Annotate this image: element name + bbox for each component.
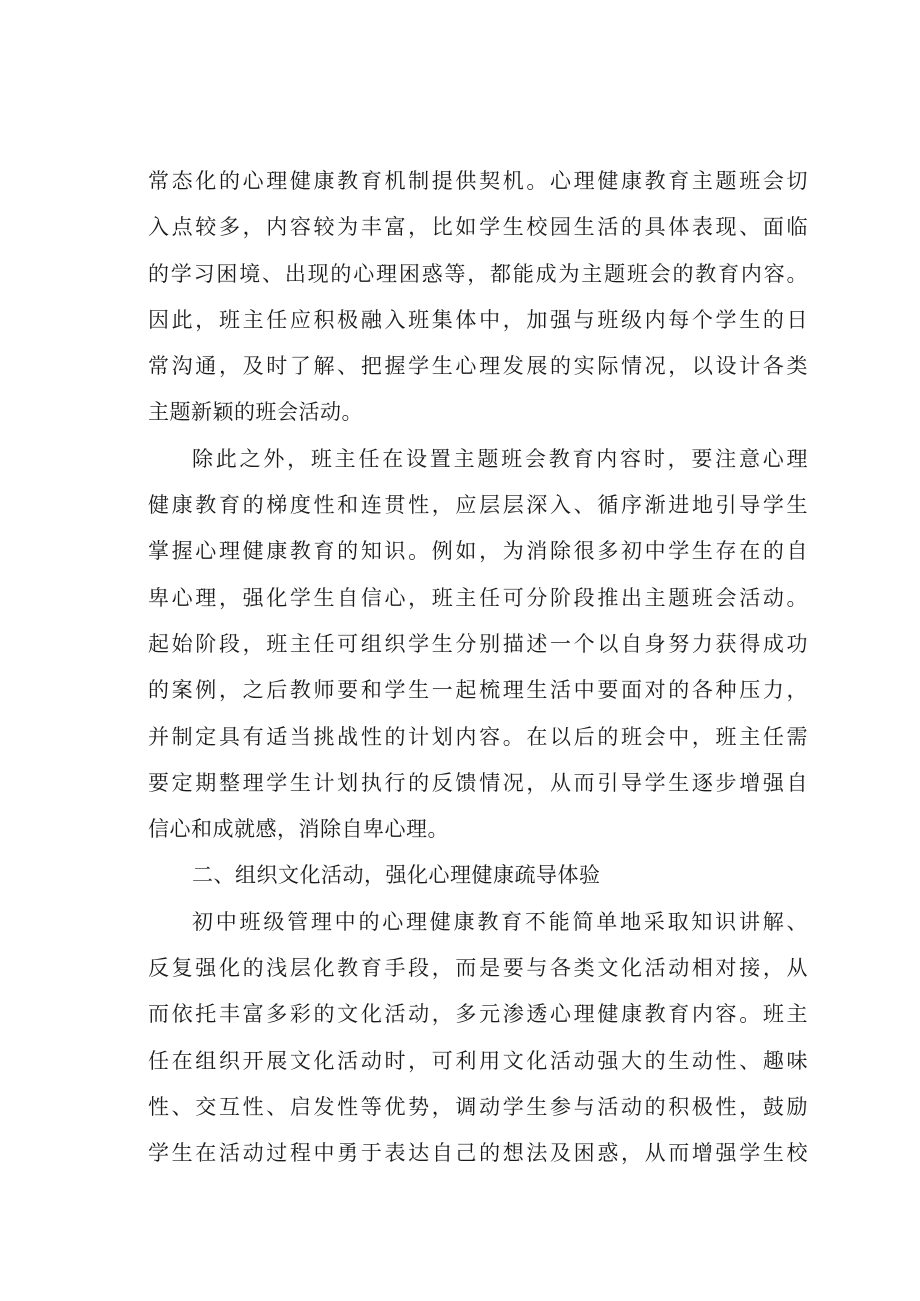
paragraph-2-line-6: 的案例，之后教师要和学生一起梳理生活中要面对的各种压力， bbox=[148, 678, 808, 703]
paragraph-1-line-3: 的学习困境、出现的心理困惑等，都能成为主题班会的教育内容。 bbox=[148, 261, 808, 286]
section-heading: 二、组织文化活动，强化心理健康疏导体验 bbox=[192, 863, 601, 888]
paragraph-2-line-4: 卑心理，强化学生自信心，班主任可分阶段推出主题班会活动。 bbox=[148, 585, 808, 610]
paragraph-2-line-7: 并制定具有适当挑战性的计划内容。在以后的班会中，班主任需 bbox=[148, 724, 808, 749]
paragraph-3-line-1: 初中班级管理中的心理健康教育不能简单地采取知识讲解、 bbox=[192, 909, 808, 934]
paragraph-3-line-3: 而依托丰富多彩的文化活动，多元渗透心理健康教育内容。班主 bbox=[148, 1002, 808, 1027]
paragraph-3-line-4: 任在组织开展文化活动时，可利用文化活动强大的生动性、趣味 bbox=[148, 1048, 808, 1073]
paragraph-1-line-5: 常沟通，及时了解、把握学生心理发展的实际情况，以设计各类 bbox=[148, 354, 808, 379]
paragraph-3-line-6: 学生在活动过程中勇于表达自己的想法及困惑，从而增强学生校 bbox=[148, 1141, 808, 1166]
paragraph-2-line-1: 除此之外，班主任在设置主题班会教育内容时，要注意心理 bbox=[192, 446, 808, 471]
paragraph-1-line-2: 入点较多，内容较为丰富，比如学生校园生活的具体表现、面临 bbox=[148, 215, 808, 240]
paragraph-2-line-3: 掌握心理健康教育的知识。例如，为消除很多初中学生存在的自 bbox=[148, 539, 808, 564]
paragraph-2-line-9: 信心和成就感，消除自卑心理。 bbox=[148, 817, 449, 842]
paragraph-2-line-8: 要定期整理学生计划执行的反馈情况，从而引导学生逐步增强自 bbox=[148, 770, 808, 795]
paragraph-3-line-5: 性、交互性、启发性等优势，调动学生参与活动的积极性，鼓励 bbox=[148, 1094, 808, 1119]
paragraph-1-line-4: 因此，班主任应积极融入班集体中，加强与班级内每个学生的日 bbox=[148, 307, 808, 332]
paragraph-2-line-2: 健康教育的梯度性和连贯性，应层层深入、循序渐进地引导学生 bbox=[148, 493, 808, 518]
paragraph-2-line-5: 起始阶段，班主任可组织学生分别描述一个以自身努力获得成功 bbox=[148, 631, 808, 656]
document-body bbox=[148, 158, 808, 1177]
paragraph-3-line-2: 反复强化的浅层化教育手段，而是要与各类文化活动相对接，从 bbox=[148, 956, 808, 981]
paragraph-1-line-6: 主题新颖的班会活动。 bbox=[148, 400, 363, 425]
paragraph-1-line-1: 常态化的心理健康教育机制提供契机。心理健康教育主题班会切 bbox=[148, 169, 808, 193]
